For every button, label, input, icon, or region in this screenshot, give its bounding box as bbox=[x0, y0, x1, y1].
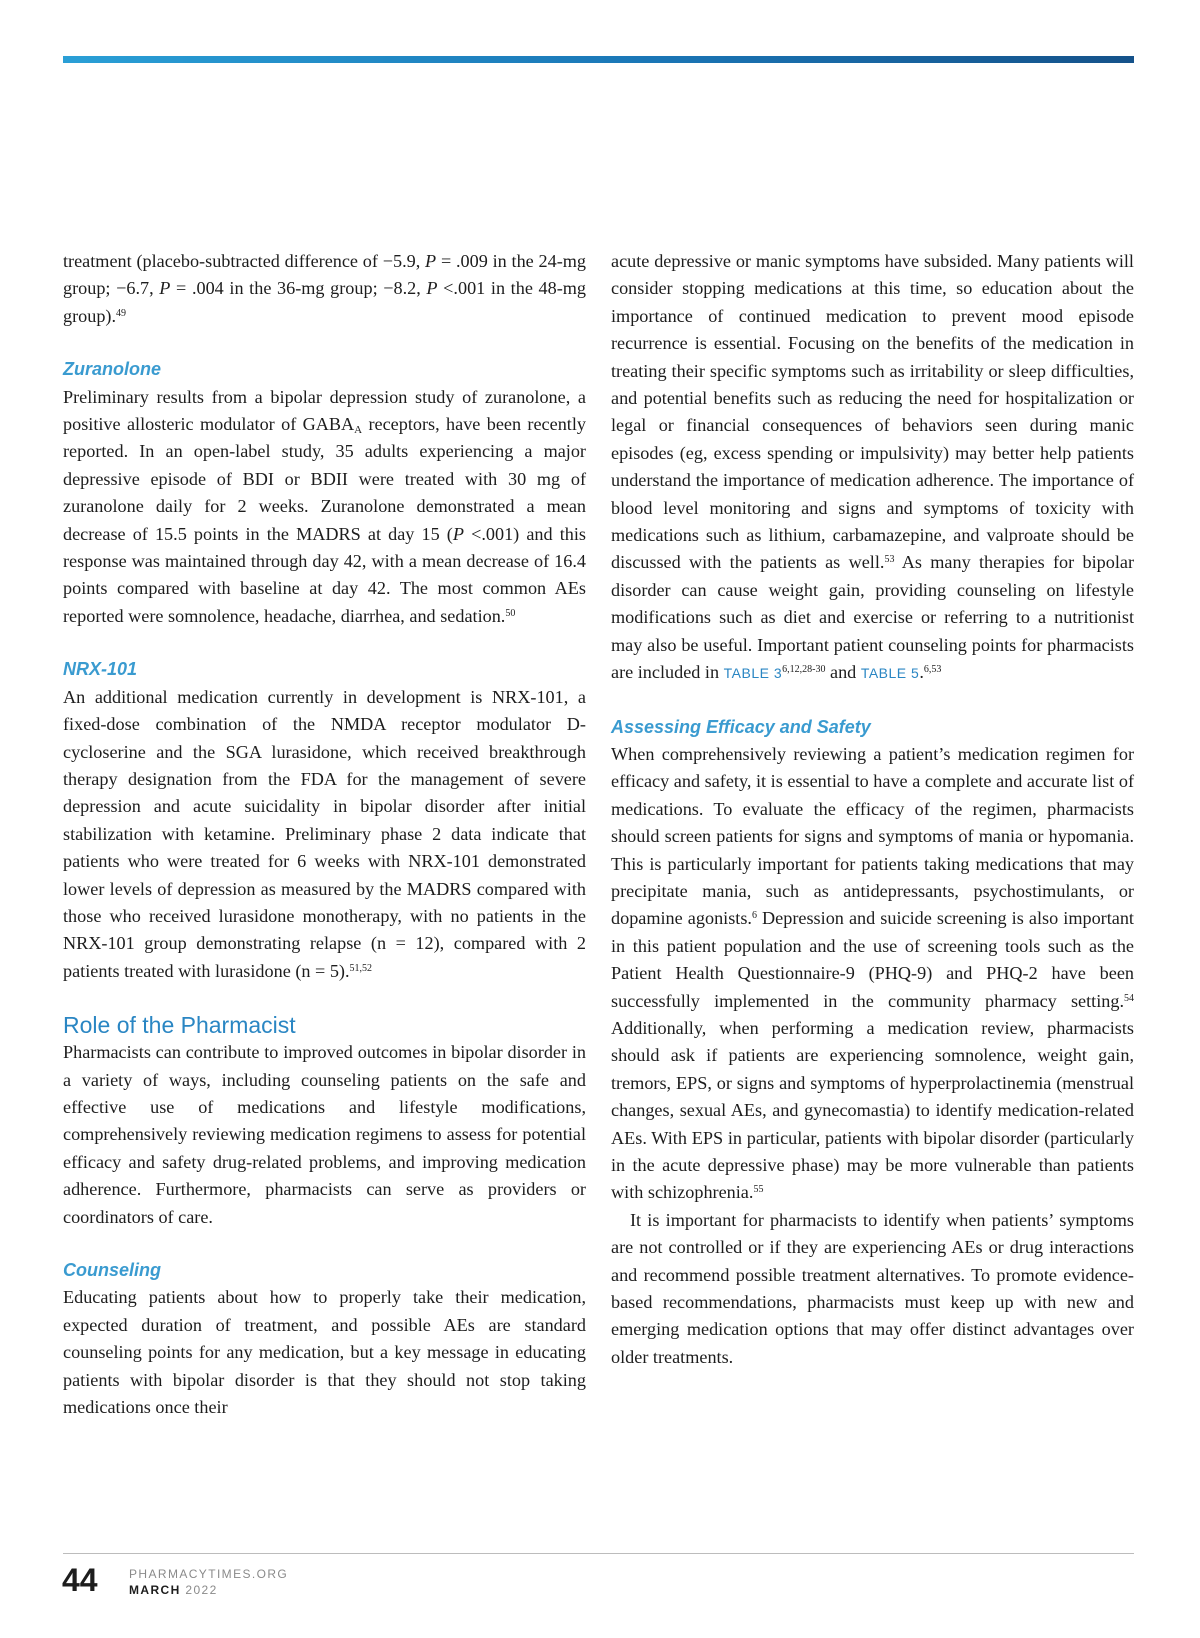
assessing-paragraph: When comprehensively reviewing a patient’s medication regimen for efficacy and safety, it is essential to have a complete and accurate list of medications. To evaluate the efficacy of the regimen, pharmacists should screen patients for signs and symptoms of mania or hypomania. This is particularly important for patients taking medications that may precipitate mania, such as antidepressants, psychostimulants, or dopamine agonists.$^6$ Depression and suicide screening is also important in this patient population and the use of screening tools such as the Patient Health Questionnaire-9 (PHQ-9) and PHQ-2 have been successfully implemented in the community pharmacy setting.$^{54}$ Additionally, when performing a medication review, pharmacists should ask if patients are experiencing somnolence, weight gain, tremors, EPS, or signs and symptoms of hyperprolactinemia (menstrual changes, sexual AEs, and gynecomastia) to identify medication-related AEs. With EPS in particular, patients with bipolar disorder (particularly in the acute depressive phase) may be more vulnerable than patients with schizophrenia.$^{55}$ bbox=[611, 743, 1134, 1203]
counseling-continued-paragraph: acute depressive or manic symptoms have subsided. Many patients will consider stopping medications at this time, so education about the importance of continued medication to prevent mood episode recurrence is essential. Focusing on the benefits of the medication in treating their specific symptoms such as irritability or sleep difficulties, and potential benefits such as reducing the need for hospitalization or legal or financial consequences of behaviors seen during manic episodes (eg, excess spending or impulsivity) may better help patients understand the importance of medication adherence. The importance of blood level monitoring and signs and symptoms of toxicity with medications such as lithium, carbamazepine, and valproate should be discussed with the patients as well.$^{53}$ As many therapies for bipolar disorder can cause weight gain, providing counseling on lifestyle modifications such as diet and exercise or referring to a nutritionist may also be useful. Important patient counseling points for pharmacists are included in TABLE 3$^{6,12,28-30}$ and TABLE 5.$^{6,53}$ bbox=[611, 251, 1134, 683]
table-3-reference-link[interactable]: TABLE 3 bbox=[723, 665, 783, 682]
subheading-zuranolone: Zuranolone bbox=[63, 359, 161, 380]
nrx-101-paragraph: An additional medication currently in development is NRX-101, a fixed-dose combination of the NMDA receptor modulator D-cycloserine and the SGA lurasidone, which received breakthrough therapy designation from the FDA for the management of severe depression and acute suicidality in bipolar disorder after initial stabilization with ketamine. Preliminary phase 2 data indicate that patients who were treated for 6 weeks with NRX-101 demonstrated lower levels of depression as measured by the MADRS compared with those who received lurasidone monotherapy, with no patients in the NRX-101 group demonstrating relapse (n = 12), compared with 2 patients treated with lurasidone (n = 5).$^{51,52}$ bbox=[63, 686, 586, 981]
identify-paragraph: It is important for pharmacists to identify when patients’ symptoms are not controlled or if they are experiencing AEs or drug interactions and recommend possible treatment alternatives. To promote evidence-based recommendations, pharmacists must keep up with new and emerging medication options that may offer distinct advantages over older treatments. bbox=[611, 1209, 1134, 1367]
section-heading-role-of-pharmacist: Role of the Pharmacist bbox=[63, 1012, 296, 1039]
right-column bbox=[611, 248, 1134, 1371]
reference-superscript: 49 bbox=[116, 307, 127, 319]
left-column bbox=[63, 248, 586, 1421]
intro-paragraph: treatment (placebo-subtracted difference of −5.9, P = .009 in the 24-mg group; −6.7, P = .004 in the 36-mg group; −8.2, P <.001 in the 48-mg group).$^{49}$ bbox=[63, 251, 587, 326]
subheading-nrx-101: NRX-101 bbox=[63, 659, 138, 680]
reference-superscript: 50 bbox=[505, 607, 516, 619]
role-paragraph: Pharmacists can contribute to improved outcomes in bipolar disorder in a variety of ways, including counseling patients on the safe and effective use of medications and lifestyle modifications, comprehensively reviewing medication regimens to assess for potential efficacy and safety drug-related problems, and improving medication adherence. Furthermore, pharmacists can serve as providers or coordinators of care. bbox=[63, 1042, 586, 1227]
footer-website: PHARMACYTIMES.ORG bbox=[129, 1567, 289, 1581]
reference-superscript: 53 bbox=[884, 554, 895, 566]
reference-superscript: 51,52 bbox=[349, 962, 373, 974]
reference-superscript: 6,12,28-30 bbox=[782, 664, 826, 676]
footer-divider bbox=[63, 1553, 1134, 1554]
page-number: 44 bbox=[62, 1562, 98, 1598]
reference-superscript: 54 bbox=[1124, 992, 1134, 1004]
footer-issue-date: MARCH 2022 bbox=[129, 1583, 218, 1597]
reference-superscript: 6,53 bbox=[923, 664, 942, 676]
subheading-counseling: Counseling bbox=[63, 1260, 161, 1280]
counseling-paragraph: Educating patients about how to properly take their medication, expected duration of treatment, and possible AEs are standard counseling points for any medication, but a key message in educating patients with bipolar disorder is that they should not stop taking medications once their bbox=[63, 1287, 586, 1418]
reference-superscript: 6 bbox=[751, 910, 757, 922]
header-accent-bar bbox=[63, 56, 1134, 63]
reference-superscript: 55 bbox=[753, 1184, 764, 1196]
table-5-reference-link[interactable]: TABLE 5 bbox=[860, 665, 920, 682]
subheading-assessing-efficacy-safety: Assessing Efficacy and Safety bbox=[611, 716, 871, 737]
zuranolone-paragraph: Preliminary results from a bipolar depression study of zuranolone, a positive allosteric modulator of $GABA_A$ receptors, have been recently reported. In an open-label study, 35 adults experiencing a major depressive episode of BDI or BDII were treated with 30 mg of zuranolone daily for 2 weeks. Zuranolone demonstrated a mean decrease of 15.5 points in the MADRS at day 15 (P <.001) and this response was maintained through day 42, with a mean decrease of 16.4 points compared with baseline at day 42. The most common AEs reported were somnolence, headache, diarrhea, and sedation.$^{50}$ bbox=[63, 386, 587, 626]
